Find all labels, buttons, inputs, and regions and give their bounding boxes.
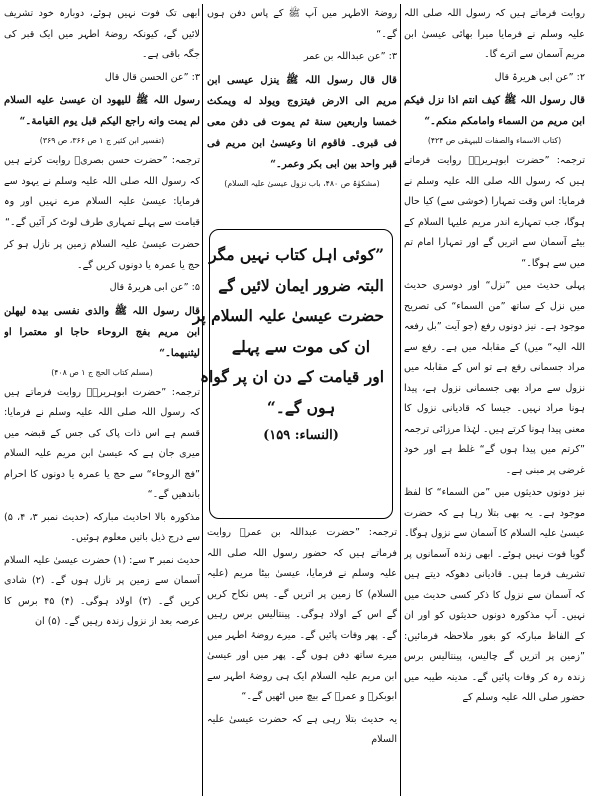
- arabic-text: قال رسول اللہ ﷺ کیف انتم اذا نزل فیکم ابن مریم من السماء وامامکم منکم۔“: [404, 94, 585, 127]
- arabic-text: قال رسول اللہ ﷺ والذی نفسی بیدہ لیهلن ابن مریم بفج الروحاء حاجا او معتمرا او لیثنیهما۔“: [4, 304, 200, 359]
- arabic-text: قال قال رسول اللہ ﷺ ینزل عیسی ابن مریم الی الارض فیتزوج ویولد له ویمکث خمسا واربعین سنة ثم یموت فی دفن معی فی قبری۔ فاقوم انا وعیسیٰ ابن مریم فی قبر واحد بین ابی بکر وعمر۔“: [207, 73, 397, 170]
- paragraph: یہ حدیث بتلا رہی ہے کہ حضرت عیسیٰ علیہ السلام: [207, 713, 397, 745]
- middle-column-bottom: [207, 523, 397, 795]
- hadith-heading: ۳: ”عن الحسن قال قال: [104, 71, 200, 83]
- paragraph: مذکورہ بالا احادیث مبارکہ (حدیث نمبر ۳، ۴، ۵) سے درج ذیل باتیں معلوم ہوئیں۔: [4, 511, 200, 543]
- hadith-heading: ۲: ”عن ابی هریرۃ قال: [494, 71, 585, 83]
- right-column: [404, 4, 585, 796]
- verse-line: اور قیامت کے دن ان پر گواہ: [199, 367, 384, 386]
- paragraph: حضرت عیسیٰ علیہ السلام زمین پر نازل ہو کر حج یا عمرہ یا دونوں کریں گے۔: [4, 239, 200, 271]
- paragraph: پہلی حدیث میں ”نزل“ اور دوسری حدیث میں نزل کے ساتھ ”من السماء“ کی تصریح موجود ہے۔ نیز دونوں رفع (جو آیت ”بل رفعہ اللہ الیہ“ میں) کے مقابلہ میں ہے۔ رفع سے مراد جسمانی رفع ہے تو اس کے مقابلہ میں نزول سے مراد بھی جسمانی نزول ہے، پیدا ہونا مراد نہیں۔ جیسا کہ قادیانی نزول کا معنی پیدا ہونا کرتے ہیں۔ لہٰذا مرزائی ترجمہ ”کرتم میں پیدا ہوں گے“ غلط ہے اور خود غرضی پر مبنی ہے۔: [404, 280, 585, 476]
- verse-line: البتہ ضرور ایمان لائیں گے: [218, 275, 384, 295]
- reference: (تفسیر ابن کثیر ج ۱ ص ۳۶۶، ص ۳۶۹): [39, 136, 165, 145]
- arabic-text: رسول اللہ ﷺ للیهود ان عیسیٰ علیه السلام لم یمت وانه راجع الیکم قبل یوم القیامة۔“: [4, 94, 200, 127]
- verse-line: ان کی موت سے پہلے: [231, 336, 371, 356]
- paragraph: روضۃ الاطہر میں آپ ﷺ کے پاس دفن ہوں گے۔“: [207, 8, 397, 40]
- verse-line: ”کوئی اہل کتاب نہیں مگر: [209, 245, 384, 264]
- paragraph: ابھی تک فوت نہیں ہوئے، دوبارہ خود تشریف لائیں گے، کیونکہ روضۂ اطہر میں ایک قبر کی جگہ باقی ہے۔: [4, 8, 200, 60]
- verse-line: ہوں گے۔“: [266, 397, 336, 417]
- paragraph: حدیث نمبر ۳ سے: (۱) حضرت عیسیٰ علیہ السلام آسمان سے زمین پر نازل ہوں گے۔ (۲) شادی کریں گے۔ (۳) اولاد ہوگی۔ (۴) ۴۵ برس کا عرصہ بعد از نزول زندہ رہیں گے۔ (۵) ان: [4, 554, 200, 627]
- paragraph: روایت فرماتے ہیں کہ رسول اللہ صلی اللہ علیہ وسلم نے فرمایا میرا بھائی عیسیٰ ابن مریم آسمان سے اترے گا۔: [404, 8, 585, 60]
- translation: ترجمہ: ”حضرت ابوہریرہؓ روایت فرماتے ہیں کہ رسول اللہ صلی اللہ علیہ وسلم نے فرمایا: قسم ہے اس ذات پاک کی جس کے قبضہ میں میری جان ہے کہ عیسیٰ ابن مریم علیہ السلام ”فج الروحاء“ سے حج یا عمرہ یا دونوں کا احرام باندھیں گے۔“: [4, 386, 200, 500]
- hadith-heading: ۳: ”عن عبداللہ بن عمر: [303, 51, 397, 62]
- verse-line: حضرت عیسیٰ علیہ السلام پر: [192, 306, 384, 325]
- reference: (کتاب الاسماء والصفات للبیہقی ص ۴۲۴): [427, 136, 562, 145]
- column-divider: [400, 4, 401, 796]
- column-divider: [202, 4, 203, 796]
- quran-verse-box: [192, 229, 393, 519]
- translation: ترجمہ: ”حضرت حسن بصریؒ روایت کرتے ہیں کہ رسول اللہ صلی اللہ علیہ وسلم نے یہود سے فرمایا: عیسیٰ علیہ السلام مرے نہیں اور وہ قیامت سے پہلے تمہاری طرف لوٹ کر آئیں گے۔“: [4, 155, 200, 228]
- middle-column-top: [207, 4, 397, 226]
- reference: (مشکوٰۃ ص ۴۸۰، باب نزول عیسیٰ علیہ السلام): [224, 178, 380, 188]
- reference: (مسلم کتاب الحج ج ۱ ص ۴۰۸): [51, 367, 153, 377]
- left-column: [4, 4, 200, 796]
- translation: ترجمہ: ”حضرت ابوہریرہؓ روایت فرماتے ہیں کہ رسول اللہ صلی اللہ علیہ وسلم نے فرمایا: اس وقت تمہارا (خوشی سے) کیا حال ہوگا، جب تمہارے اندر مریم علیہا السلام کے بیٹے آسمان سے اتریں گے اور تمہارا امام تم میں سے ہوگا۔“: [404, 155, 585, 269]
- translation: ترجمہ: ”حضرت عبداللہ بن عمرؓ روایت فرماتے ہیں کہ حضور رسول اللہ صلی اللہ علیہ وسلم نے فرمایا، عیسیٰ بیٹا مریم (علیہ السلام) کا زمین پر اتریں گے۔ پس نکاح کریں گے اس کے اولاد ہوگی۔ پینتالیس برس رہیں گے۔ پھر وفات پائیں گے۔ میرے روضۂ اطہر میں میرے ساتھ دفن ہوں گے۔ پھر میں اور عیسیٰ ابن مریم علیہ السلام ایک ہی روضۂ اطہر سے ابوبکرؓ و عمرؓ کے بیچ میں اٹھیں گے۔“: [207, 527, 397, 702]
- verse-reference: (النساء: ۱۵۹): [263, 428, 339, 443]
- hadith-heading: ۵: ”عن ابی هریرۃ قال: [109, 282, 200, 293]
- paragraph: نیز دونوں حدیثوں میں ”من السماء“ کا لفظ موجود ہے۔ یہ بھی بتلا رہا ہے کہ حضرت عیسیٰ علیہ السلام کا آسمان سے نزول ہوگا۔ گویا فوت نہیں ہوئے۔ ابھی زندہ آسمانوں پر تشریف فرما ہیں۔ قادیانی دھوکہ دیتے ہیں کہ آسمان سے نزول کا ذکر کسی حدیث میں نہیں۔ آپ مذکورہ دونوں حدیثوں کو اور ان کے الفاظ مبارکہ کو بغور ملاحظہ فرمائیں: ”زمین پر اتریں گے چالیس، پینتالیس برس زندہ رہ کر وفات پائیں گے۔ مدینہ طیبہ میں حضور صلی اللہ علیہ وسلم کے: [404, 487, 585, 703]
